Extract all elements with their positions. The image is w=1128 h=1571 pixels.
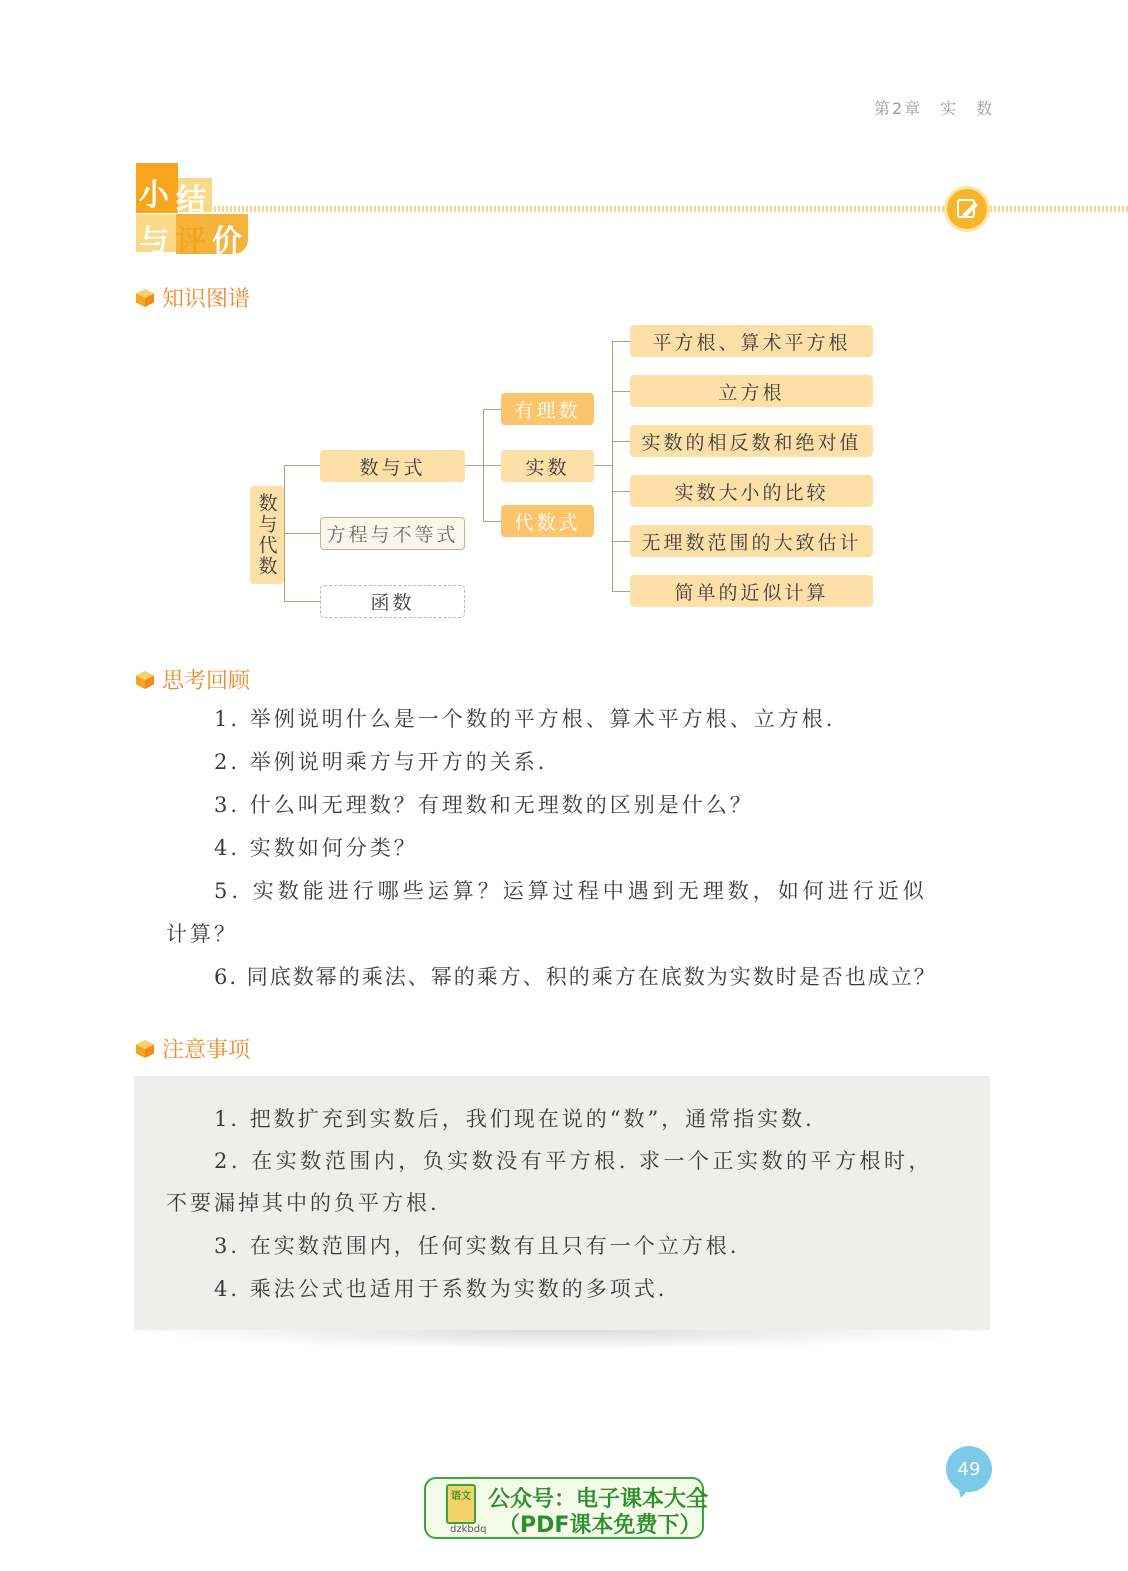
review-item: 2. 举例说明乘方与开方的关系.: [214, 750, 548, 774]
review-item: 5. 实数能进行哪些运算？运算过程中遇到无理数，如何进行近似: [214, 879, 928, 903]
connector: [612, 341, 630, 342]
page-number: 49: [946, 1446, 992, 1492]
review-item: 3. 什么叫无理数？有理数和无理数的区别是什么？: [214, 793, 754, 817]
note-item: 3. 在实数范围内，任何实数有且只有一个立方根.: [214, 1234, 740, 1258]
page-number-tail: [955, 1484, 975, 1500]
connector: [483, 521, 501, 522]
connector: [612, 391, 630, 392]
review-item-continued: 计算？: [166, 922, 238, 946]
cube-icon: [134, 287, 156, 309]
map-topic: 立方根: [630, 375, 873, 407]
pencil-note-icon: [944, 186, 990, 232]
section-heading-text: 注意事项: [162, 1038, 251, 1063]
banner-subtitle: （PDF课本免费下）: [498, 1513, 702, 1538]
map-topic: 无理数范围的大致估计: [630, 525, 873, 557]
connector: [594, 465, 612, 466]
banner-tag: dzkbdq: [450, 1524, 487, 1535]
review-item: 1. 举例说明什么是一个数的平方根、算术平方根、立方根.: [214, 707, 836, 731]
section-heading-text: 思考回顾: [162, 669, 251, 694]
title-char: 价: [212, 224, 244, 259]
chapter-header: 第2章 实 数: [874, 99, 995, 118]
connector: [284, 465, 320, 466]
section-heading-notes: [134, 1033, 250, 1064]
notes-shadow: [134, 1330, 990, 1350]
map-node-daishushi: 代数式: [501, 505, 594, 537]
connector: [465, 465, 483, 466]
map-topic: 实数的相反数和绝对值: [630, 425, 873, 457]
map-node-shishu: 实数: [501, 450, 594, 482]
connector: [483, 409, 501, 410]
cube-icon: [134, 669, 156, 691]
title-char: 与: [139, 224, 171, 259]
connector: [284, 533, 320, 534]
title-rule: [214, 206, 1128, 212]
map-node-youlishu: 有理数: [501, 393, 594, 425]
map-node-hanshu: 函数: [320, 585, 465, 618]
map-node-shu-yu-shi: 数与式: [320, 450, 465, 482]
review-item: 6. 同底数幂的乘法、幂的乘方、积的乘方在底数为实数时是否也成立？: [214, 965, 937, 989]
connector: [483, 465, 501, 466]
section-heading-text: 知识图谱: [162, 287, 251, 312]
map-root: 数与代数: [250, 486, 284, 584]
connector: [612, 491, 630, 492]
cube-icon: [134, 1038, 156, 1060]
review-item: 4. 实数如何分类？: [214, 836, 418, 860]
title-char: 小: [139, 178, 171, 213]
map-topic: 平方根、算术平方根: [630, 325, 873, 357]
connector: [612, 541, 630, 542]
banner-title: 公众号：电子课本大全: [488, 1487, 709, 1512]
note-item: 2. 在实数范围内，负实数没有平方根. 求一个正实数的平方根时，: [214, 1149, 934, 1173]
connector: [612, 591, 630, 592]
map-topic: 实数大小的比较: [630, 475, 873, 507]
section-heading-review: [134, 664, 250, 695]
connector: [612, 441, 630, 442]
book-icon-label: 语文: [451, 1491, 471, 1502]
note-item-continued: 不要漏掉其中的负平方根.: [166, 1191, 440, 1215]
map-topic: 简单的近似计算: [630, 575, 873, 607]
title-char: 结: [176, 183, 208, 218]
note-item: 1. 把数扩充到实数后，我们现在说的“数”，通常指实数.: [214, 1107, 815, 1131]
title-char: 评: [176, 224, 208, 259]
connector: [612, 341, 613, 591]
connector: [284, 601, 320, 602]
map-node-fangcheng: 方程与不等式: [320, 517, 465, 550]
section-heading-map: [134, 282, 250, 313]
note-item: 4. 乘法公式也适用于系数为实数的多项式.: [214, 1277, 668, 1301]
book-icon: [446, 1484, 476, 1524]
